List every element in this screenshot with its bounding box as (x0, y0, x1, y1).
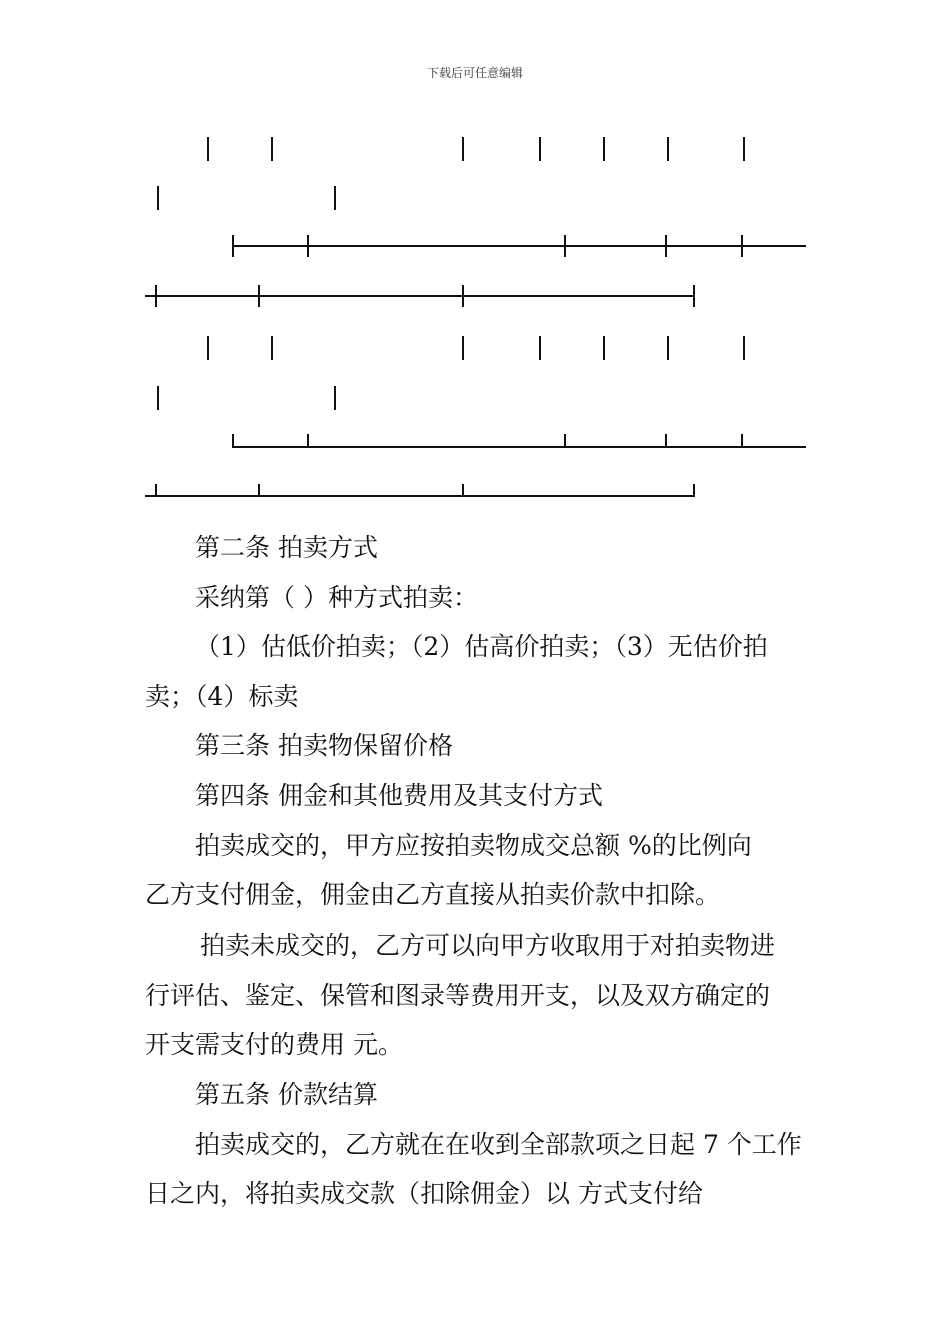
table-rule (232, 446, 806, 448)
table-tick (232, 434, 234, 448)
settlement-paragraph: 拍卖成交的，乙方就在在收到全部款项之日起 7 个工作 (195, 1130, 802, 1159)
table-tick (462, 484, 464, 497)
auction-method-choice: 采纳第（ ）种方式拍卖： (195, 583, 478, 612)
table-tick (603, 336, 605, 360)
table-tick (741, 235, 743, 257)
table-tick (258, 484, 260, 497)
table-rule (232, 245, 806, 247)
table-tick (157, 186, 159, 210)
unsold-fee-paragraph: 拍卖未成交的，乙方可以向甲方收取用于对拍卖物进 (200, 931, 776, 960)
table-tick (667, 336, 669, 360)
table-tick (539, 137, 541, 161)
auction-method-options: （1）估低价拍卖；（2）估高价拍卖；（3）无估价拍 (195, 632, 768, 661)
commission-paragraph-cont: 乙方支付佣金，佣金由乙方直接从拍卖价款中扣除。 (145, 880, 721, 909)
table-tick (741, 434, 743, 448)
unsold-fee-paragraph-end: 开支需支付的费用 元。 (145, 1030, 403, 1059)
table-frame (0, 0, 950, 520)
table-tick (334, 386, 336, 410)
table-tick (665, 235, 667, 257)
table-tick (271, 137, 273, 161)
table-tick (232, 235, 234, 257)
table-tick (155, 285, 157, 307)
table-tick (307, 235, 309, 257)
table-tick (743, 137, 745, 161)
table-tick (157, 386, 159, 410)
table-tick (462, 137, 464, 161)
article-2-heading: 第二条 拍卖方式 (195, 533, 378, 562)
table-tick (665, 434, 667, 448)
commission-paragraph: 拍卖成交的，甲方应按拍卖物成交总额 %的比例向 (195, 831, 752, 860)
table-tick (462, 336, 464, 360)
article-3-heading: 第三条 拍卖物保留价格 (195, 731, 453, 760)
table-tick (462, 285, 464, 307)
table-tick (155, 484, 157, 497)
table-rule (145, 495, 695, 497)
table-tick (603, 137, 605, 161)
article-5-heading: 第五条 价款结算 (195, 1080, 378, 1109)
table-tick (258, 285, 260, 307)
table-tick (271, 336, 273, 360)
table-tick (564, 434, 566, 448)
article-4-heading: 第四条 佣金和其他费用及其支付方式 (195, 781, 603, 810)
table-tick (564, 235, 566, 257)
unsold-fee-paragraph-cont: 行评估、鉴定、保管和图录等费用开支，以及双方确定的 (145, 981, 771, 1010)
table-tick (207, 336, 209, 360)
table-tick (539, 336, 541, 360)
page-header: 下载后可任意编辑 (426, 66, 523, 80)
table-tick (207, 137, 209, 161)
table-tick (667, 137, 669, 161)
table-rule (145, 295, 695, 297)
table-tick (307, 434, 309, 448)
auction-method-options-cont: 卖；（4）标卖 (145, 682, 299, 711)
table-tick (743, 336, 745, 360)
table-tick (693, 285, 695, 307)
settlement-paragraph-cont: 日之内，将拍卖成交款（扣除佣金）以 方式支付给 (145, 1179, 703, 1208)
table-tick (693, 484, 695, 497)
table-tick (334, 186, 336, 210)
